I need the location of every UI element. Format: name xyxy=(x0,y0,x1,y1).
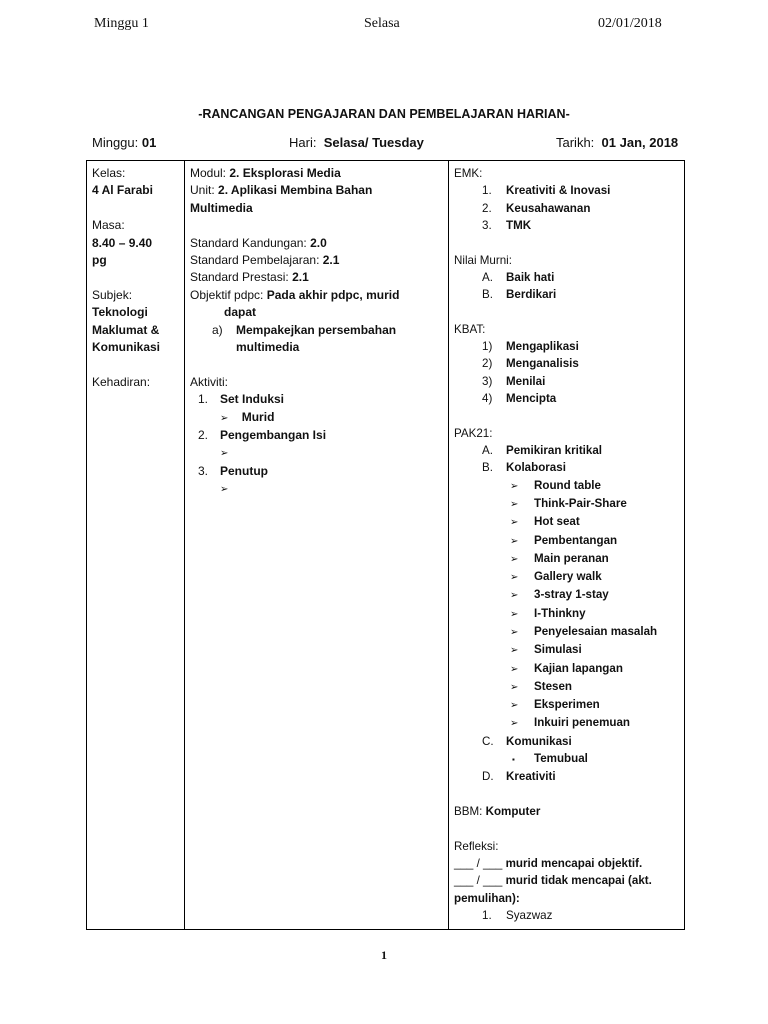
arrow-icon: ➢ xyxy=(510,553,519,565)
arrow-icon: ➢ xyxy=(510,718,519,730)
refleksi-line-3: pemulihan): xyxy=(454,891,520,905)
header-date: 02/01/2018 xyxy=(598,16,662,31)
refleksi-line-1: ___ / ___ murid mencapai objektif. xyxy=(454,857,643,871)
activity-3: 3. Penutup xyxy=(198,463,268,478)
pak21-c-item: ▪ Temubual xyxy=(454,750,679,768)
unit-line-2: Multimedia xyxy=(190,200,253,215)
pak21-b-item xyxy=(454,495,679,513)
list-marker: 1. xyxy=(482,184,492,198)
arrow-icon: ➢ xyxy=(510,535,519,547)
standard-prestasi: Standard Prestasi: 2.1 xyxy=(190,270,309,285)
objektif-line: Objektif pdpc: Pada akhir pdpc, murid xyxy=(190,287,400,302)
list-marker: 1) xyxy=(482,340,493,354)
arrow-icon: ➢ xyxy=(510,608,519,620)
bullet-icon: ▪ xyxy=(512,755,515,765)
pak21-b-item xyxy=(454,477,679,495)
emk-label: EMK: xyxy=(454,167,483,180)
list-text: Simulasi xyxy=(534,643,582,657)
emk-item xyxy=(454,182,679,199)
arrow-icon: ➢ xyxy=(510,572,519,584)
arrow-icon: ➢ xyxy=(510,663,519,675)
list-marker: 4) xyxy=(482,392,493,406)
pak21-b-item xyxy=(454,550,679,568)
pak21-b-item xyxy=(454,532,679,550)
pak21-b-item xyxy=(454,605,679,623)
objektif-a: a) Mempakejkan persembahan xyxy=(212,322,397,337)
list-text: Main peranan xyxy=(534,551,609,565)
kbat-item xyxy=(454,338,679,355)
document-title: -RANCANGAN PENGAJARAN DAN PEMBELAJARAN HARIAN- xyxy=(198,107,570,121)
pak21-b-item xyxy=(454,568,679,586)
arrow-icon: ➢ xyxy=(510,681,519,693)
list-text: Berdikari xyxy=(506,288,557,302)
pak21-b-item xyxy=(454,660,679,678)
emk-list xyxy=(454,182,679,234)
list-text: Kajian lapangan xyxy=(534,661,623,675)
meta-tarikh: Tarikh: 01 Jan, 2018 xyxy=(556,135,679,150)
list-text: Inkuiri penemuan xyxy=(534,716,630,730)
list-text: Hot seat xyxy=(534,515,580,529)
pak21-b-item xyxy=(454,586,679,604)
pak21-c: C. Komunikasi xyxy=(482,734,572,748)
list-marker: 2) xyxy=(482,357,493,371)
page-number: 1 xyxy=(381,948,387,962)
subjek-value-1: Teknologi xyxy=(92,305,148,320)
pak21-b-item xyxy=(454,696,679,714)
nilai-label: Nilai Murni: xyxy=(454,253,512,267)
list-text: Stesen xyxy=(534,679,573,693)
list-text: Mengaplikasi xyxy=(506,340,579,354)
col-class-info xyxy=(87,161,185,930)
list-text: Kreativiti & Inovasi xyxy=(506,184,611,198)
list-text: I-Thinkny xyxy=(534,606,586,620)
pak21-b: B. Kolaborasi xyxy=(482,461,566,475)
masa-label: Masa: xyxy=(92,218,125,233)
pak21-b-list xyxy=(454,477,679,733)
arrow-icon: ➢ xyxy=(510,627,519,638)
arrow-icon: ➢ xyxy=(220,484,229,496)
pak21-b-item xyxy=(454,641,679,659)
refleksi-student: 1. Syazwaz xyxy=(482,908,553,922)
list-marker: A. xyxy=(482,270,493,284)
activity-2-sub xyxy=(190,444,443,462)
arrow-icon: ➢ xyxy=(220,448,229,460)
emk-item xyxy=(454,217,679,234)
nilai-list xyxy=(454,269,679,304)
lesson-plan-table xyxy=(86,160,685,930)
arrow-icon: ➢ xyxy=(510,700,519,712)
pak21-a: A. Pemikiran kritikal xyxy=(482,444,603,458)
list-text: Gallery walk xyxy=(534,570,602,584)
list-text: Menilai xyxy=(506,374,546,388)
objektif-line-2: dapat xyxy=(224,305,257,320)
list-marker: 3) xyxy=(482,374,493,388)
list-text: Pembentangan xyxy=(534,533,618,547)
refleksi-label: Refleksi: xyxy=(454,839,499,853)
activity-2: 2. Pengembangan Isi xyxy=(198,428,327,443)
kehadiran-label: Kehadiran: xyxy=(92,374,151,389)
activity-1: 1. Set Induksi xyxy=(198,392,285,407)
kbat-list xyxy=(454,338,679,407)
arrow-icon: ➢ xyxy=(510,590,519,602)
list-text: Menganalisis xyxy=(506,357,579,371)
header-week: Minggu 1 xyxy=(94,16,149,31)
kelas-label: Kelas: xyxy=(92,166,126,180)
subjek-label: Subjek: xyxy=(92,287,133,302)
list-text: Think-Pair-Share xyxy=(534,496,627,510)
list-text: Baik hati xyxy=(506,270,555,284)
list-text: Penyelesaian masalah xyxy=(534,625,658,638)
list-text: Keusahawanan xyxy=(506,201,591,215)
pak21-label: PAK21: xyxy=(454,426,493,440)
list-text: 3-stray 1-stay xyxy=(534,588,609,602)
header-day: Selasa xyxy=(364,16,400,31)
list-text: Round table xyxy=(534,478,601,492)
pak21-d: D. Kreativiti xyxy=(482,770,556,784)
refleksi-line-2: ___ / ___ murid tidak mencapai (akt. xyxy=(454,874,652,888)
arrow-icon: ➢ xyxy=(510,480,519,492)
kbat-item xyxy=(454,390,679,407)
arrow-icon: ➢ xyxy=(510,517,519,529)
standard-pembelajaran: Standard Pembelajaran: 2.1 xyxy=(190,253,340,268)
subjek-value-2: Maklumat & xyxy=(92,322,160,337)
meta-hari: Hari: Selasa/ Tuesday xyxy=(289,135,424,150)
kbat-item xyxy=(454,373,679,390)
kbat-item xyxy=(454,355,679,372)
masa-value: 8.40 – 9.40 xyxy=(92,235,153,250)
list-marker: 2. xyxy=(482,201,492,215)
list-text: TMK xyxy=(506,218,532,232)
bbm-line: BBM: Komputer xyxy=(454,805,541,819)
kbat-label: KBAT: xyxy=(454,322,486,336)
pak21-b-item xyxy=(454,714,679,732)
activity-3-sub xyxy=(190,480,443,498)
objektif-a-2: multimedia xyxy=(236,340,300,355)
col-lesson-content xyxy=(185,161,449,930)
unit-line: Unit: 2. Aplikasi Membina Bahan xyxy=(190,183,373,198)
kelas-value: 4 Al Farabi xyxy=(92,183,153,198)
aktiviti-label: Aktiviti: xyxy=(190,374,229,389)
arrow-icon: ➢ xyxy=(220,412,229,424)
col-elements xyxy=(449,161,685,930)
arrow-icon: ➢ xyxy=(510,645,519,657)
emk-item xyxy=(454,200,679,217)
list-marker: B. xyxy=(482,288,493,302)
list-text: Eksperimen xyxy=(534,698,600,712)
nilai-item xyxy=(454,269,679,286)
standard-kandungan: Standard Kandungan: 2.0 xyxy=(190,235,327,250)
masa-value-2: pg xyxy=(92,253,107,268)
list-text: Mencipta xyxy=(506,392,557,406)
pak21-b-item xyxy=(454,678,679,696)
nilai-item xyxy=(454,286,679,303)
activity-1-sub: ➢ Murid xyxy=(220,409,275,424)
meta-minggu: Minggu: 01 xyxy=(92,135,157,150)
list-marker: 3. xyxy=(482,218,492,232)
modul-line: Modul: 2. Eksplorasi Media xyxy=(190,166,341,180)
subjek-value-3: Komunikasi xyxy=(92,340,161,355)
pak21-b-item xyxy=(454,623,679,641)
arrow-icon: ➢ xyxy=(510,498,519,510)
pak21-b-item xyxy=(454,513,679,531)
